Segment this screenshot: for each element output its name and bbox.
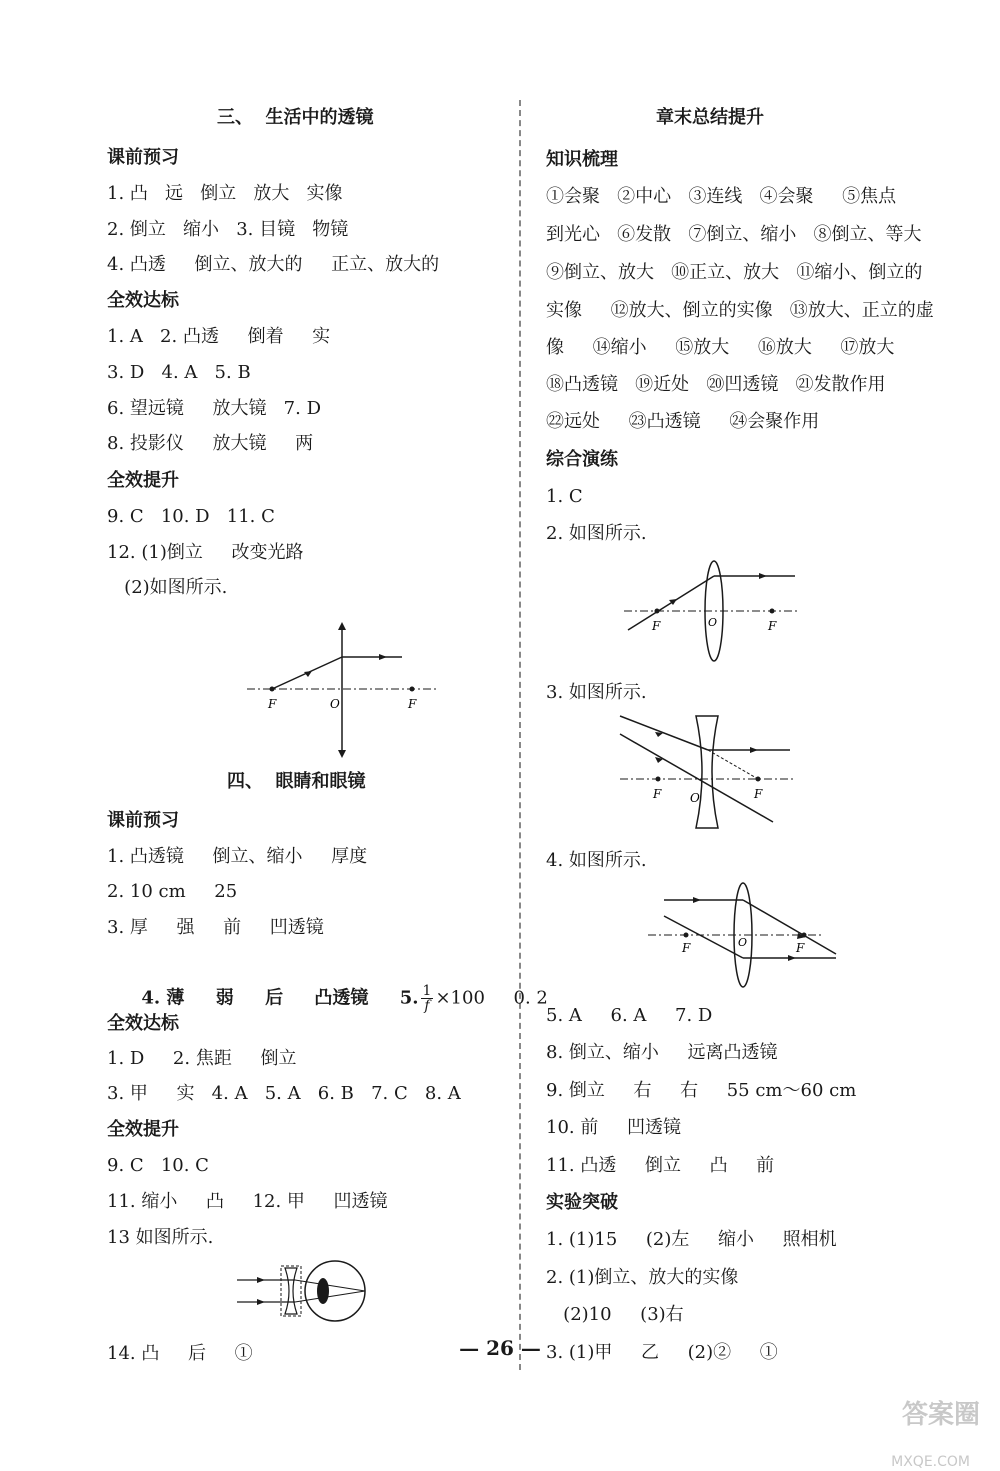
label-F-right: F <box>408 697 417 711</box>
section-title-eyes-and-glasses: 四、 眼睛和眼镜 <box>227 771 366 792</box>
left-answer-line: 11. 缩小 凸 12. 甲 凹透镜 <box>107 1191 388 1212</box>
right-answer-line: 1. (1)15 (2)左 缩小 照相机 <box>546 1229 837 1250</box>
right-section-heading: 实验突破 <box>546 1192 618 1213</box>
left-answer-line: 9. C 10. D 11. C <box>107 506 275 527</box>
left-answer-line: 4. 凸透 倒立、放大的 正立、放大的 <box>107 254 440 275</box>
left-answer-line: 13 如图所示. <box>107 1227 214 1248</box>
q5-text: ×100 0. 2 <box>435 987 548 1009</box>
right-answer-line: 8. 倒立、缩小 远离凸透镜 <box>546 1042 778 1063</box>
label-O: O <box>738 936 748 949</box>
label-F-left: F <box>682 941 691 955</box>
right-answer-line: 2. 如图所示. <box>546 523 647 544</box>
left-answer-line: 6. 望远镜 放大镜 7. D <box>107 398 321 419</box>
left-answer-line: 3. D 4. A 5. B <box>107 362 251 383</box>
left-answer-line: 3. 厚 强 前 凹透镜 <box>107 917 324 938</box>
left-answer-line: 1. 凸透镜 倒立、缩小 厚度 <box>107 846 368 867</box>
left-section-heading: 课前预习 <box>107 810 179 831</box>
figure-q4-convex-lens <box>646 880 846 990</box>
left-answer-line: 1. A 2. 凸透 倒着 实 <box>107 326 331 347</box>
left-answer-line: 1. D 2. 焦距 倒立 <box>107 1048 297 1069</box>
right-answer-line: 到光心 ⑥发散 ⑦倒立、缩小 ⑧倒立、等大 <box>546 224 922 245</box>
left-answer-line: 8. 投影仪 放大镜 两 <box>107 433 314 454</box>
left-section-heading: 全效达标 <box>107 290 179 311</box>
right-answer-line: 5. A 6. A 7. D <box>546 1005 713 1026</box>
left-section-heading: 全效提升 <box>107 1119 179 1140</box>
right-answer-line: 3. 如图所示. <box>546 682 647 703</box>
figure-q3-concave-lens <box>618 712 798 832</box>
answer-line-q4-q5 <box>107 960 548 1037</box>
left-answer-line: 12. (1)倒立 改变光路 <box>107 542 304 563</box>
label-O: O <box>708 616 718 629</box>
right-section-heading: 综合演练 <box>546 449 618 470</box>
right-answer-line: ㉒远处 ㉓凸透镜 ㉔会聚作用 <box>546 411 820 432</box>
watermark-logo: 答案圈 <box>901 1400 980 1430</box>
section-title-lenses-in-life: 三、 生活中的透镜 <box>217 107 374 128</box>
left-answer-line: 14. 凸 后 ① <box>107 1343 253 1364</box>
label-F-left: F <box>268 697 277 711</box>
fraction-1-over-f: $\frac{1}{f}$ <box>422 983 432 1014</box>
right-answer-line: 3. (1)甲 乙 (2)② ① <box>546 1342 778 1363</box>
right-answer-line: (2)10 (3)右 <box>546 1304 684 1325</box>
right-section-heading: 知识梳理 <box>546 149 618 170</box>
figure-eye-with-concave-lens <box>235 1258 395 1324</box>
label-F-left: F <box>653 787 662 801</box>
right-answer-line: 2. (1)倒立、放大的实像 <box>546 1267 739 1288</box>
page-number: — 26 — <box>459 1336 541 1360</box>
right-answer-line: ⑨倒立、放大 ⑩正立、放大 ⑪缩小、倒立的 <box>546 262 923 283</box>
label-F-right: F <box>754 787 763 801</box>
label-O: O <box>330 697 340 711</box>
q4-text: 4. 薄 弱 后 凸透镜 5. <box>141 987 419 1009</box>
right-answer-line: 10. 前 凹透镜 <box>546 1117 681 1138</box>
left-answer-line: 2. 10 cm 25 <box>107 881 238 902</box>
left-section-heading: 全效提升 <box>107 470 179 491</box>
right-answer-line: ⑱凸透镜 ⑲近处 ⑳凹透镜 ㉑发散作用 <box>546 374 886 395</box>
left-answer-line: 9. C 10. C <box>107 1155 209 1176</box>
left-answer-line: (2)如图所示. <box>107 577 228 598</box>
right-answer-line: 9. 倒立 右 右 55 cm～60 cm <box>546 1080 857 1101</box>
left-answer-line: 2. 倒立 缩小 3. 目镜 物镜 <box>107 219 349 240</box>
right-answer-line: 1. C <box>546 486 583 507</box>
label-O: O <box>690 791 700 805</box>
label-F-left: F <box>652 619 661 633</box>
label-F-right: F <box>768 619 777 633</box>
left-section-heading: 全效达标 <box>107 1013 179 1034</box>
left-answer-line: 1. 凸 远 倒立 放大 实像 <box>107 183 343 204</box>
right-answer-line: 像 ⑭缩小 ⑮放大 ⑯放大 ⑰放大 <box>546 337 895 358</box>
label-F-right: F <box>796 941 805 955</box>
section-title-chapter-summary: 章末总结提升 <box>656 107 764 128</box>
column-divider <box>519 100 521 1370</box>
watermark-url: MXQE.COM <box>891 1454 970 1470</box>
right-answer-line: 实像 ⑫放大、倒立的实像 ⑬放大、正立的虚 <box>546 300 934 321</box>
right-answer-line: 11. 凸透 倒立 凸 前 <box>546 1155 775 1176</box>
figure-q2-convex-lens <box>622 556 802 666</box>
left-answer-line: 3. 甲 实 4. A 5. A 6. B 7. C 8. A <box>107 1083 461 1104</box>
right-answer-line: ①会聚 ②中心 ③连线 ④会聚 ⑤焦点 <box>546 186 897 207</box>
figure-convex-lens-ray <box>242 620 442 760</box>
left-section-heading: 课前预习 <box>107 147 179 168</box>
right-answer-line: 4. 如图所示. <box>546 850 647 871</box>
